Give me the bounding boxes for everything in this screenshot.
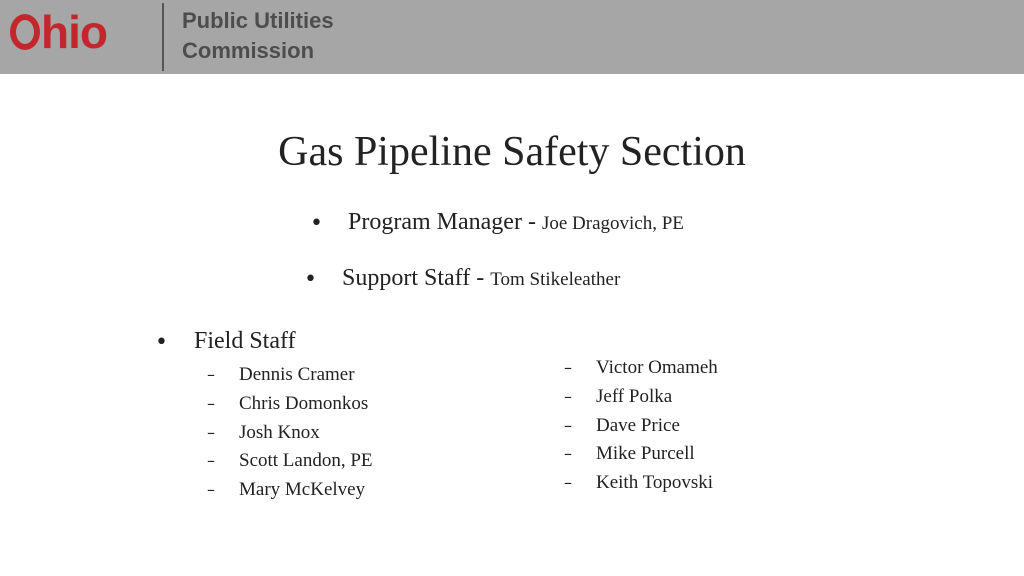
staff-name: Dave Price [596, 414, 680, 436]
support-staff-line [342, 265, 620, 292]
staff-name: Jeff Polka [596, 385, 673, 407]
staff-name: Scott Landon, PE [239, 450, 373, 472]
dash-icon: – [207, 365, 215, 384]
dash-icon: – [207, 480, 215, 500]
staff-name: Mary McKelvey [239, 479, 366, 501]
slide-title: Gas Pipeline Safety Section [278, 129, 746, 175]
agency-line-1: Public Utilities [182, 8, 334, 33]
field-staff-label: Field Staff [194, 328, 296, 354]
staff-name: Keith Topovski [596, 472, 714, 494]
support-staff-label: Support Staff - [342, 265, 491, 291]
dash-icon: – [207, 422, 215, 442]
staff-name: Mike Purcell [596, 443, 695, 465]
ohio-logo-o-icon [10, 14, 40, 50]
header-divider [162, 3, 164, 71]
header-bar [0, 0, 1024, 74]
dash-icon: – [564, 358, 572, 377]
bullet-icon: • [310, 211, 323, 236]
agency-name [182, 6, 334, 66]
dash-icon: – [564, 386, 572, 406]
program-manager-line [348, 209, 684, 236]
dash-icon: – [564, 415, 572, 435]
bullet-icon: • [155, 330, 168, 355]
staff-name: Chris Domonkos [239, 392, 369, 414]
ohio-logo-text: hio [41, 6, 107, 58]
dash-icon: – [564, 444, 572, 464]
dash-icon: – [207, 393, 215, 413]
ohio-logo [10, 4, 107, 60]
staff-name: Victor Omameh [596, 357, 718, 378]
dash-icon: – [207, 451, 215, 471]
support-staff-name: Tom Stikeleather [490, 269, 621, 290]
dash-icon: – [564, 473, 572, 493]
agency-line-2: Commission [182, 38, 315, 63]
bullet-icon: • [304, 267, 317, 292]
program-manager-label: Program Manager - [348, 209, 542, 235]
program-manager-name: Joe Dragovich, PE [541, 213, 684, 234]
staff-name: Dennis Cramer [239, 364, 355, 385]
staff-name: Josh Knox [239, 421, 320, 443]
